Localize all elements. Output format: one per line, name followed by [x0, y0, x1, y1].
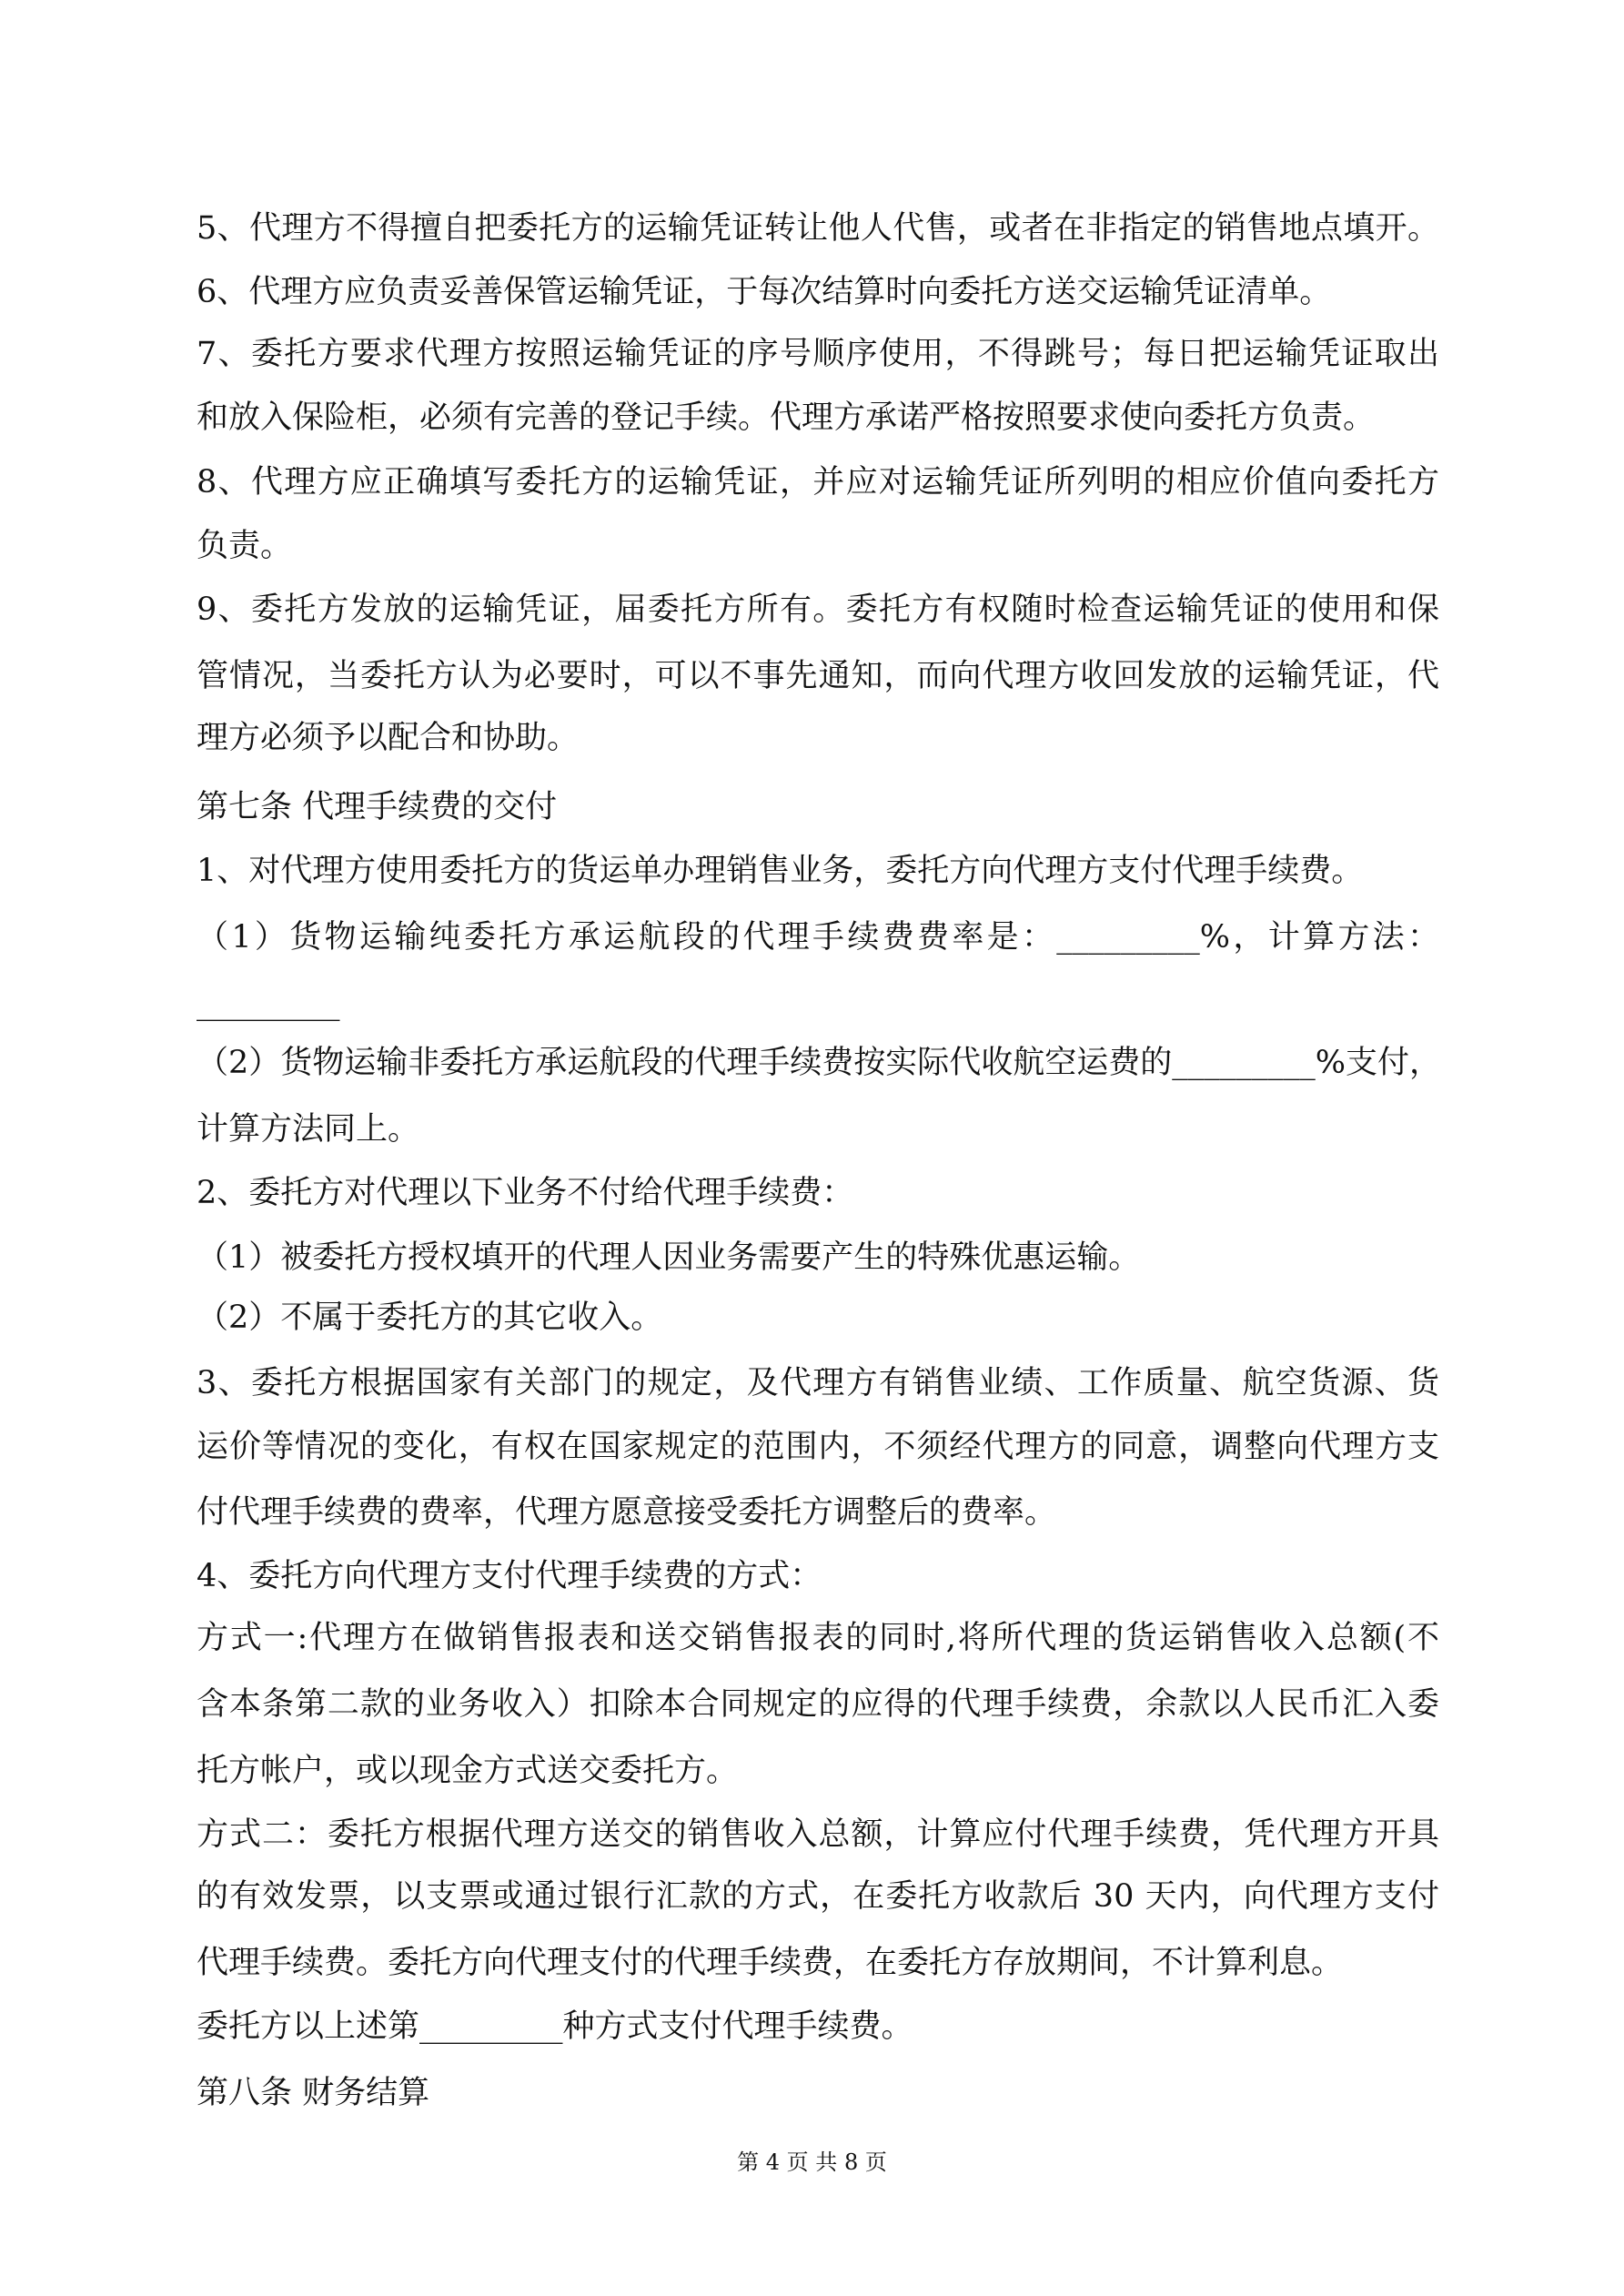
text-line: 5、代理方不得擅自把委托方的运输凭证转让他人代售，或者在非指定的销售地点填开。 — [197, 210, 1439, 247]
text-line: （1）货物运输纯委托方承运航段的代理手续费费率是：_________%，计算方法： — [197, 919, 1439, 956]
text-line: 代理手续费。委托方向代理支付的代理手续费，在委托方存放期间，不计算利息。 — [197, 1945, 1344, 1981]
text-line: 9、委托方发放的运输凭证，届委托方所有。委托方有权随时检查运输凭证的使用和保 — [197, 592, 1439, 628]
text-line: 计算方法同上。 — [197, 1111, 420, 1148]
text-line: 6、代理方应负责妥善保管运输凭证，于每次结算时向委托方送交运输凭证清单。 — [197, 274, 1332, 310]
page-footer: 第 4 页 共 8 页 — [737, 2149, 887, 2175]
text-line: 1、对代理方使用委托方的货运单办理销售业务，委托方向代理方支付代理手续费。 — [197, 853, 1364, 889]
text-line: （2）货物运输非委托方承运航段的代理手续费按实际代收航空运费的_________%支付， — [197, 1045, 1442, 1081]
text-line: 8、代理方应正确填写委托方的运输凭证，并应对运输凭证所列明的相应价值向委托方 — [197, 464, 1439, 501]
text-line: 理方必须予以配合和协助。 — [197, 720, 580, 756]
text-line: 第八条 财务结算 — [197, 2075, 430, 2111]
text-line: 运价等情况的变化，有权在国家规定的范围内，不须经代理方的同意，调整向代理方支 — [197, 1429, 1439, 1465]
text-line: 方式二：委托方根据代理方送交的销售收入总额，计算应付代理手续费，凭代理方开具 — [197, 1816, 1439, 1853]
text-line: （2）不属于委托方的其它收入。 — [197, 1300, 663, 1336]
text-line: 托方帐户，或以现金方式送交委托方。 — [197, 1753, 739, 1789]
text-line: 和放入保险柜，必须有完善的登记手续。代理方承诺严格按照要求使向委托方负责。 — [197, 400, 1376, 436]
text-line: 的有效发票，以支票或通过银行汇款的方式，在委托方收款后 30 天内，向代理方支付 — [197, 1878, 1439, 1915]
text-line: 方式一:代理方在做销售报表和送交销售报表的同时,将所代理的货运销售收入总额(不 — [197, 1620, 1439, 1656]
text-line: 付代理手续费的费率，代理方愿意接受委托方调整后的费率。 — [197, 1494, 1057, 1531]
text-line: 含本条第二款的业务收入）扣除本合同规定的应得的代理手续费，余款以人民币汇入委 — [197, 1686, 1439, 1723]
text-line: 4、委托方向代理方支付代理手续费的方式： — [197, 1558, 822, 1594]
text-line: 7、委托方要求代理方按照运输凭证的序号顺序使用，不得跳号；每日把运输凭证取出 — [197, 336, 1439, 372]
text-line: 2、委托方对代理以下业务不付给代理手续费： — [197, 1175, 854, 1211]
text-line: （1）被委托方授权填开的代理人因业务需要产生的特殊优惠运输。 — [197, 1239, 1141, 1276]
text-line: 3、委托方根据国家有关部门的规定，及代理方有销售业绩、工作质量、航空货源、货 — [197, 1365, 1439, 1401]
text-line: 第七条 代理手续费的交付 — [197, 789, 558, 825]
text-line: 委托方以上述第_________种方式支付代理手续费。 — [197, 2008, 913, 2045]
text-line: _________ — [197, 986, 340, 1022]
text-line: 管情况，当委托方认为必要时，可以不事先通知，而向代理方收回发放的运输凭证，代 — [197, 658, 1439, 694]
text-line: 负责。 — [197, 528, 293, 564]
